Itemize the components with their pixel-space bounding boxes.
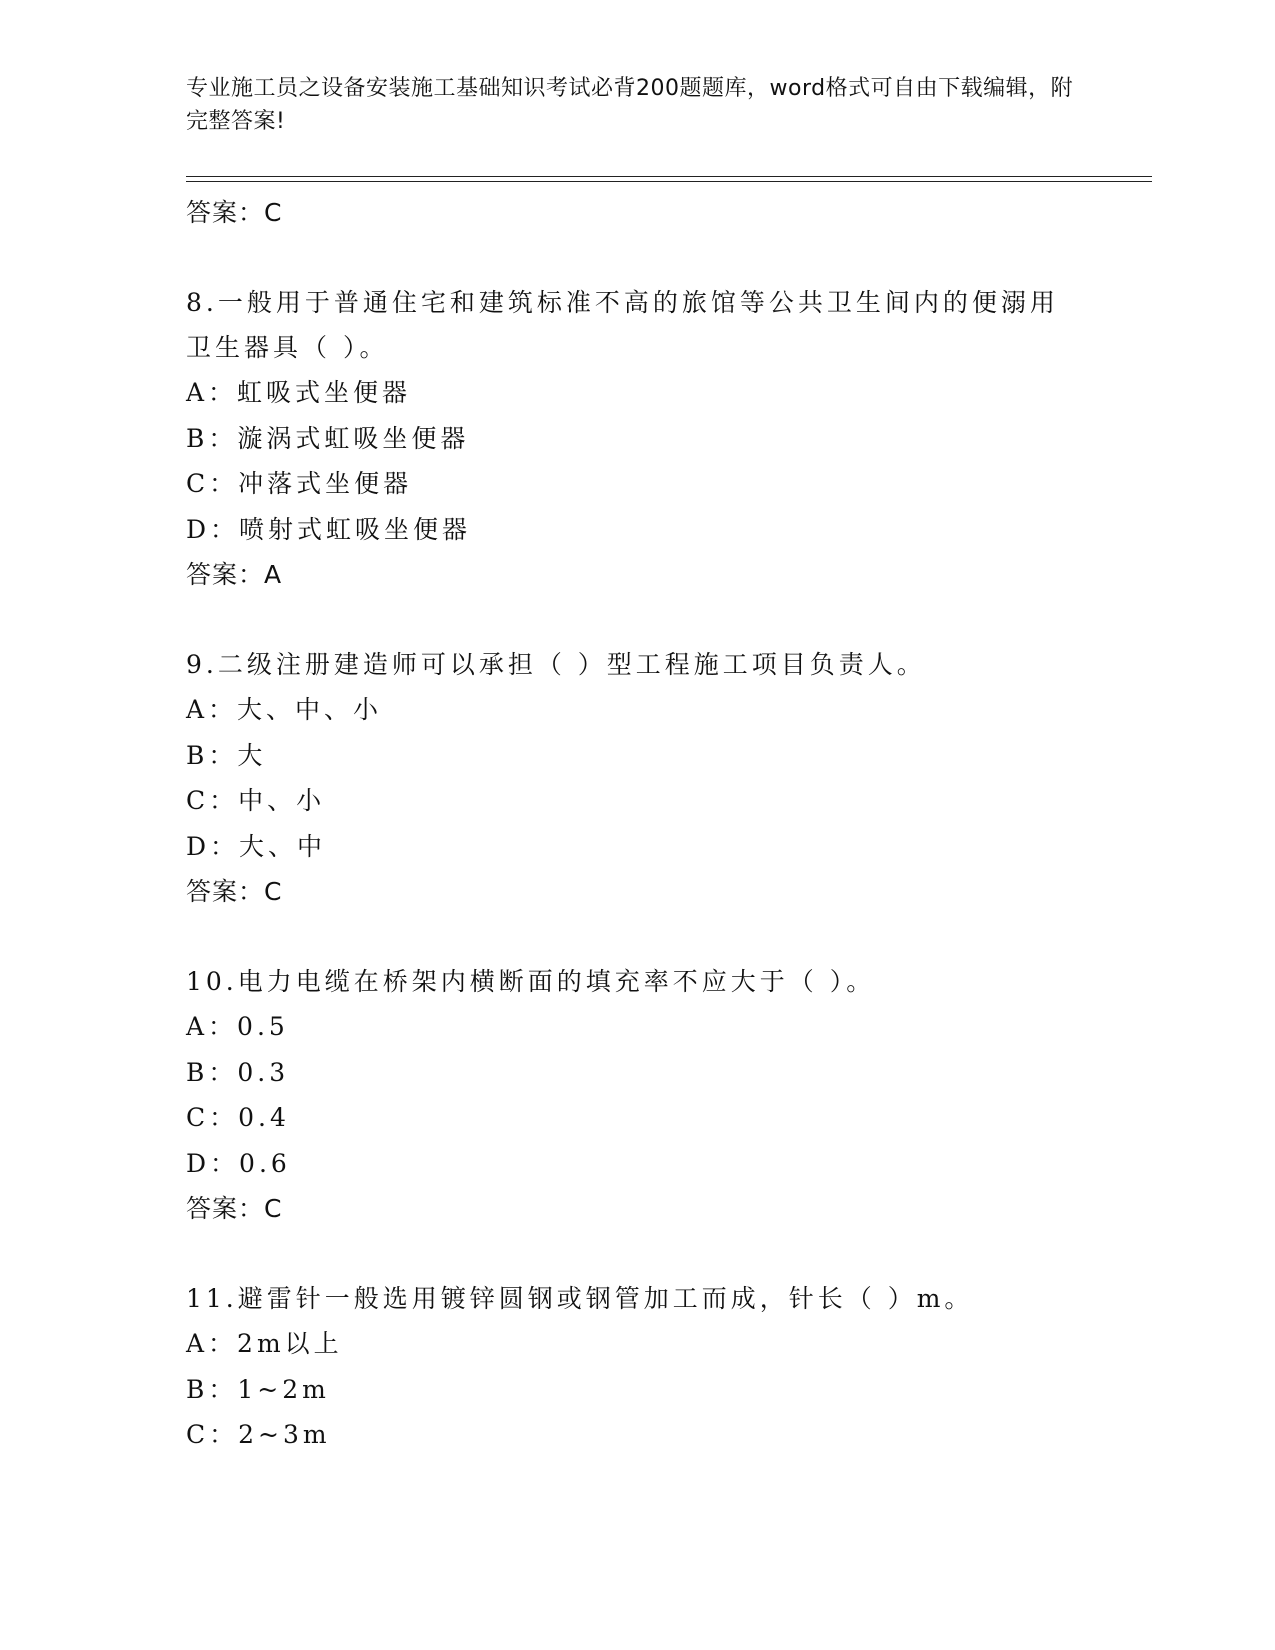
option-b: B：大 bbox=[186, 740, 267, 770]
question-9 bbox=[186, 642, 1146, 915]
option-a: A：2m以上 bbox=[186, 1329, 343, 1358]
option-a: A：0.5 bbox=[186, 1012, 289, 1041]
option-d: D：0.6 bbox=[186, 1148, 291, 1178]
option-b: B：0.3 bbox=[186, 1057, 290, 1087]
document-title: 专业施工员之设备安装施工基础知识考试必背200题题库，word格式可自由下载编辑，附完整答案! bbox=[186, 76, 1074, 134]
question-stem: 11.避雷针一般选用镀锌圆钢或钢管加工而成，针长（ ）m。 bbox=[186, 1284, 974, 1313]
option-b: B：1~2m bbox=[186, 1374, 330, 1404]
option-a: A：大、中、小 bbox=[186, 695, 383, 724]
option-c: C：中、小 bbox=[186, 786, 326, 815]
option-c: C：2~3m bbox=[186, 1420, 331, 1449]
option-d: D：喷射式虹吸坐便器 bbox=[186, 514, 472, 544]
option-c: C：0.4 bbox=[186, 1103, 290, 1132]
question-8 bbox=[186, 280, 1146, 598]
option-a: A：虹吸式坐便器 bbox=[186, 378, 412, 407]
question-10 bbox=[186, 959, 1146, 1232]
document-body bbox=[186, 186, 1146, 1458]
page-header bbox=[186, 72, 1086, 138]
answer-line: 答案：C bbox=[186, 198, 283, 227]
question-stem: 8.一般用于普通住宅和建筑标准不高的旅馆等公共卫生间内的便溺用卫生器具（ ）。 bbox=[186, 288, 1059, 362]
option-b: B：漩涡式虹吸坐便器 bbox=[186, 423, 470, 453]
answer-line: 答案：C bbox=[186, 1194, 283, 1223]
question-stem: 10.电力电缆在桥架内横断面的填充率不应大于（ ）。 bbox=[186, 967, 876, 996]
question-stem: 9.二级注册建造师可以承担（ ）型工程施工项目负责人。 bbox=[186, 650, 926, 679]
header-divider bbox=[186, 176, 1152, 182]
answer-line: 答案：A bbox=[186, 560, 283, 589]
option-d: D：大、中 bbox=[186, 831, 327, 861]
question-11 bbox=[186, 1276, 1146, 1458]
answer-line: 答案：C bbox=[186, 877, 283, 906]
option-c: C：冲落式坐便器 bbox=[186, 469, 413, 498]
